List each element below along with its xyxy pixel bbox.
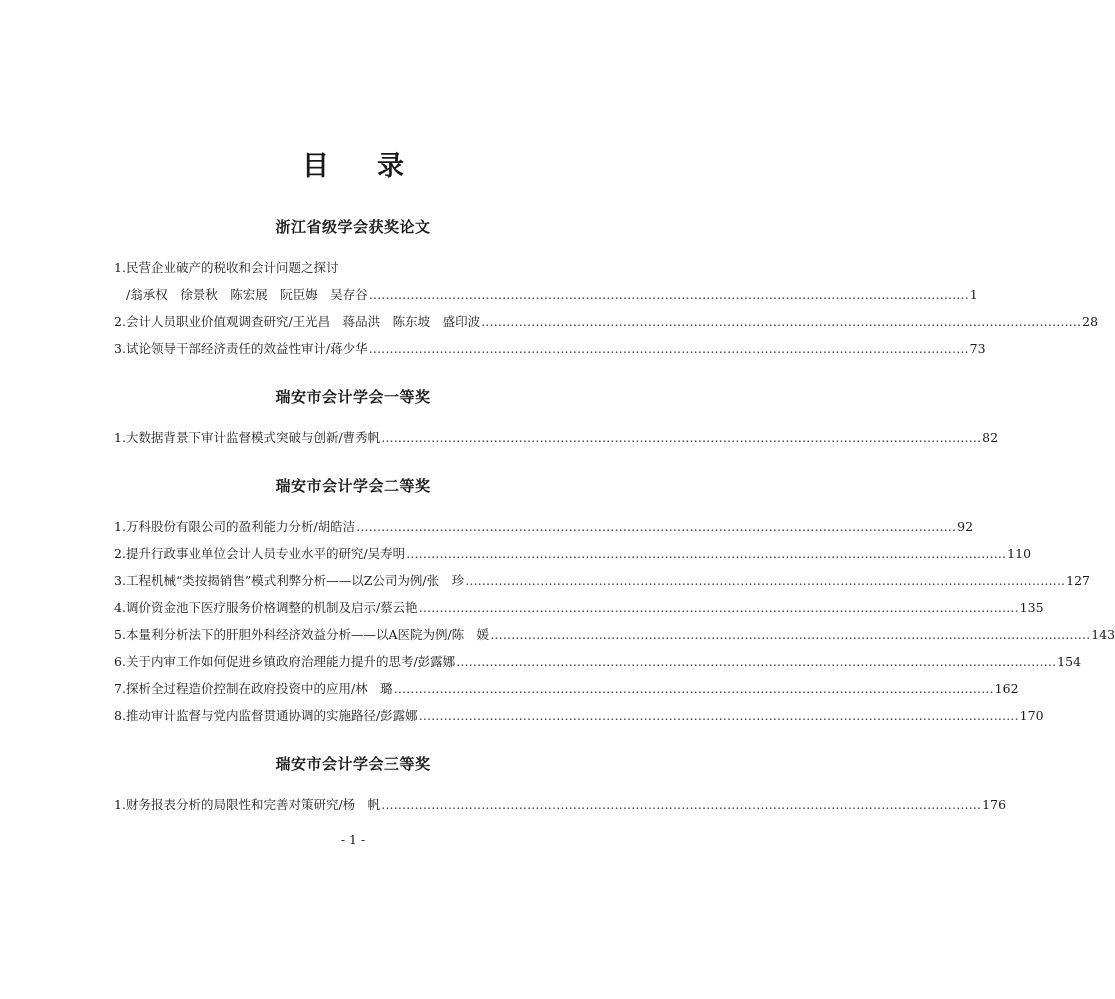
- entry-number: 4.: [114, 600, 126, 615]
- toc-entry[interactable]: [114, 544, 1032, 564]
- entry-number: 5.: [114, 627, 126, 642]
- leader-dots: [381, 428, 981, 448]
- section-heading-provincial: 浙江省级学会获奖论文: [275, 218, 431, 236]
- entry-page: 82: [982, 430, 999, 445]
- entry-page: 110: [1007, 546, 1032, 561]
- entry-title: 本量利分析法下的肝胆外科经济效益分析——以A医院为例: [125, 627, 448, 642]
- entry-page: 176: [982, 797, 1007, 812]
- entry-author: /吴寿明: [363, 546, 406, 561]
- entry-title: 民营企业破产的税收和会计问题之探讨: [125, 260, 339, 275]
- entry-title: 关于内审工作如何促进乡镇政府治理能力提升的思考: [125, 654, 414, 669]
- entry-number: 8.: [114, 708, 126, 723]
- toc-entry[interactable]: [114, 795, 1007, 815]
- entry-author: /翁承权 徐景秋 陈宏展 阮臣娒 吴存谷: [126, 287, 368, 302]
- entry-page: 73: [969, 341, 986, 356]
- entry-page: 170: [1019, 708, 1044, 723]
- entry-author: /蒋少华: [325, 341, 368, 356]
- leader-dots: [381, 795, 981, 815]
- leader-dots: [369, 339, 969, 359]
- entry-page: 1: [969, 287, 978, 302]
- toc-entry[interactable]: [114, 312, 1099, 332]
- entry-number: 1.: [114, 519, 126, 534]
- entry-author: /张 珍: [422, 573, 465, 588]
- leader-dots: [481, 312, 1081, 332]
- entry-title: 财务报表分析的局限性和完善对策研究: [125, 797, 339, 812]
- entry-author: /王光昌 蒋品洪 陈东坡 盛印波: [288, 314, 481, 329]
- section-heading-third-prize: 瑞安市会计学会三等奖: [275, 755, 431, 773]
- entry-number: 1.: [114, 430, 126, 445]
- entry-title: 探析全过程造价控制在政府投资中的应用: [125, 681, 351, 696]
- leader-dots: [406, 544, 1006, 564]
- entry-number: 1.: [114, 260, 126, 275]
- entry-author: /胡皓洁: [313, 519, 356, 534]
- entry-title: 试论领导干部经济责任的效益性审计: [125, 341, 326, 356]
- toc-entry[interactable]: [126, 285, 978, 305]
- toc-entry[interactable]: [114, 598, 1044, 618]
- entry-title: 万科股份有限公司的盈利能力分析: [125, 519, 314, 534]
- toc-entry[interactable]: [114, 571, 1090, 591]
- toc-entry[interactable]: [114, 625, 1115, 645]
- entry-title: 工程机械“类按揭销售”模式利弊分析——以Z公司为例: [125, 573, 423, 588]
- leader-dots: [465, 571, 1065, 591]
- entry-number: 2.: [114, 314, 126, 329]
- toc-entry[interactable]: [114, 517, 974, 537]
- leader-dots: [456, 652, 1056, 672]
- entry-number: 6.: [114, 654, 126, 669]
- leader-dots: [419, 598, 1019, 618]
- entry-title: 推动审计监督与党内监督贯通协调的实施路径: [125, 708, 376, 723]
- entry-page: 162: [994, 681, 1019, 696]
- entry-author: /蔡云艳: [375, 600, 418, 615]
- entry-page: 28: [1082, 314, 1099, 329]
- leader-dots: [394, 679, 994, 699]
- section-heading-first-prize: 瑞安市会计学会一等奖: [275, 388, 431, 406]
- entry-title: 会计人员职业价值观调查研究: [125, 314, 289, 329]
- entry-author: /陈 媛: [447, 627, 490, 642]
- entry-title: 提升行政事业单位会计人员专业水平的研究: [125, 546, 364, 561]
- entry-number: 1.: [114, 797, 126, 812]
- section-heading-second-prize: 瑞安市会计学会二等奖: [275, 477, 431, 495]
- entry-author: /杨 帆: [338, 797, 381, 812]
- entry-number: 2.: [114, 546, 126, 561]
- toc-entry[interactable]: [114, 339, 986, 359]
- entry-page: 143: [1091, 627, 1115, 642]
- entry-page: 127: [1066, 573, 1090, 588]
- leader-dots: [369, 285, 969, 305]
- entry-title: 大数据背景下审计监督模式突破与创新: [125, 430, 339, 445]
- page-title: 目录: [302, 151, 452, 182]
- entry-author: /彭露娜: [413, 654, 456, 669]
- entry-number: 3.: [114, 573, 126, 588]
- toc-entry[interactable]: [114, 258, 592, 278]
- entry-author: /林 璐: [350, 681, 393, 696]
- entry-page: 135: [1019, 600, 1044, 615]
- entry-number: 3.: [114, 341, 126, 356]
- toc-entry[interactable]: [114, 706, 1044, 726]
- entry-page: 154: [1057, 654, 1082, 669]
- entry-page: 92: [957, 519, 974, 534]
- leader-dots: [419, 706, 1019, 726]
- toc-entry[interactable]: [114, 428, 999, 448]
- leader-dots: [356, 517, 956, 537]
- entry-author: /彭露娜: [375, 708, 418, 723]
- toc-entry[interactable]: [114, 679, 1019, 699]
- page-number: - 1 -: [340, 832, 366, 847]
- entry-author: /曹秀帆: [338, 430, 381, 445]
- entry-title: 调价资金池下医疗服务价格调整的机制及启示: [125, 600, 376, 615]
- leader-dots: [490, 625, 1090, 645]
- toc-entry[interactable]: [114, 652, 1082, 672]
- entry-number: 7.: [114, 681, 126, 696]
